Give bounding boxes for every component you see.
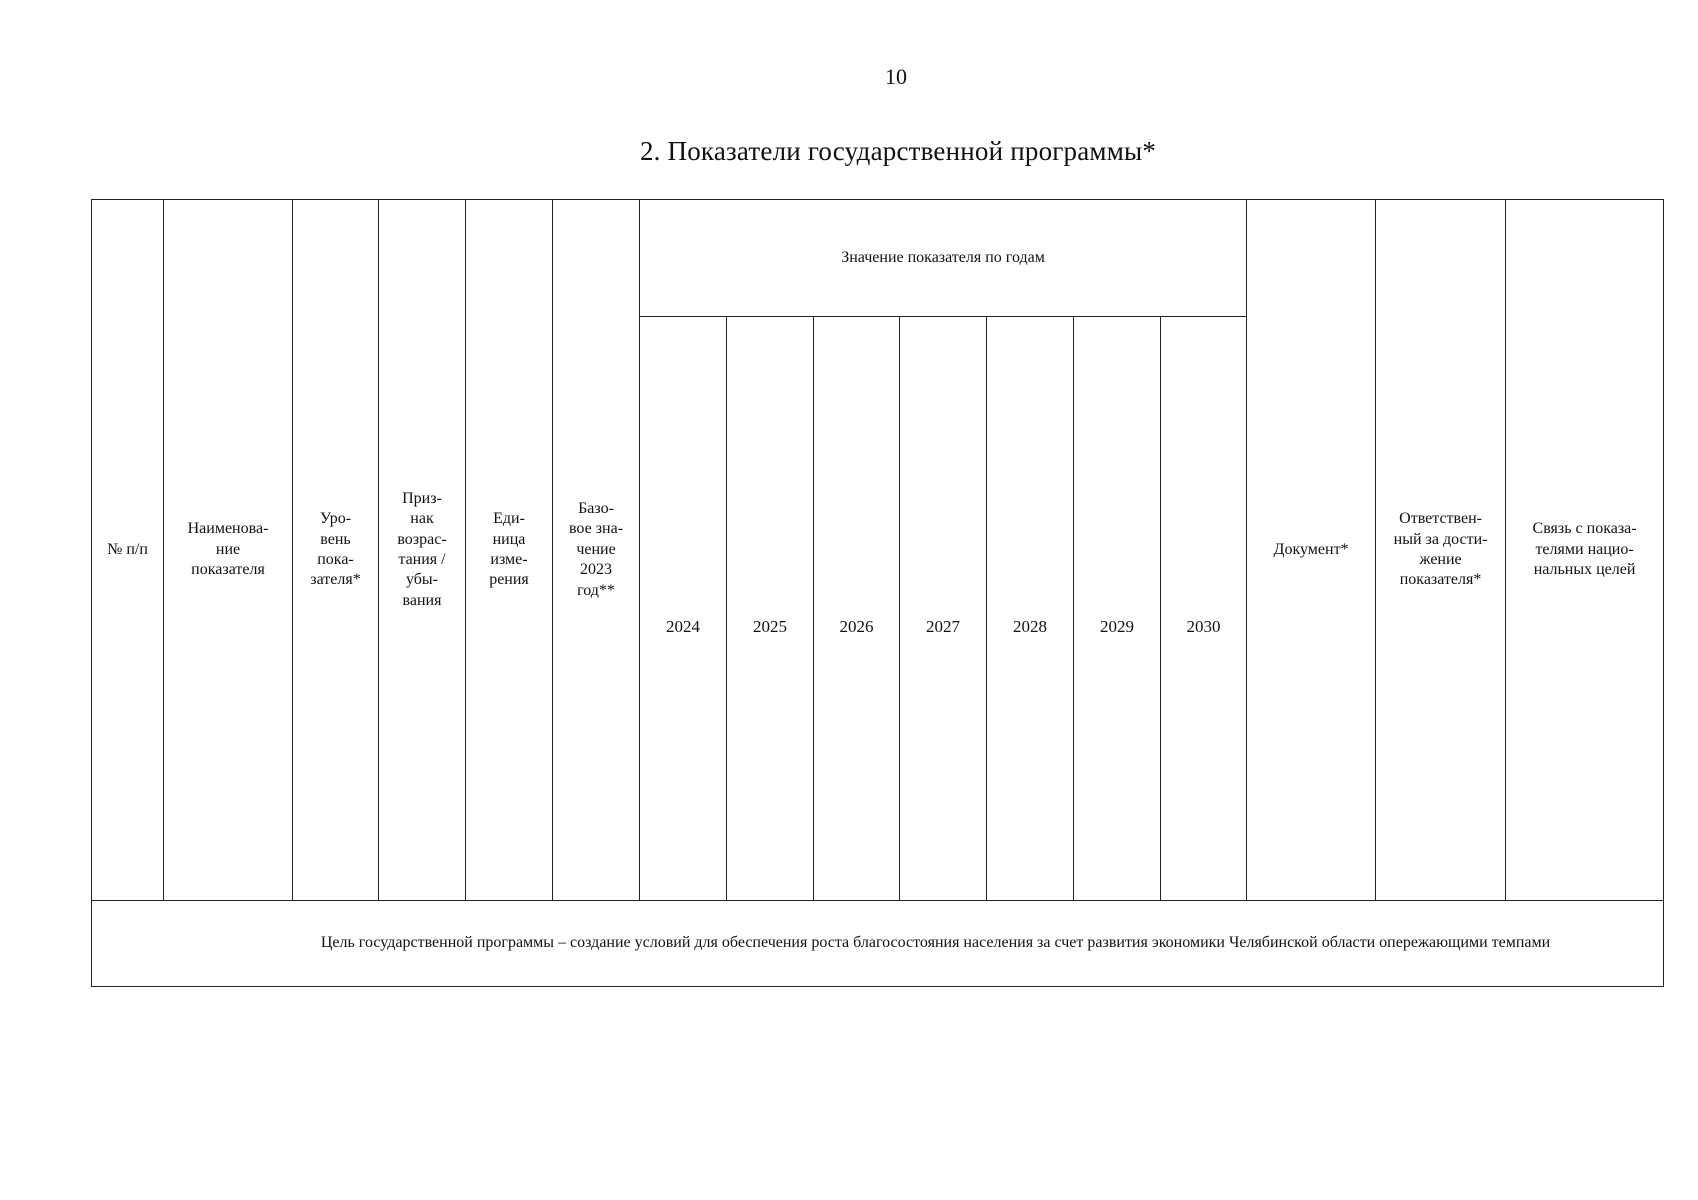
header-year-2030: 2030 (1161, 317, 1247, 901)
header-year-2025: 2025 (727, 317, 814, 901)
header-year-2026: 2026 (814, 317, 900, 901)
header-base-value: Базо- вое зна- чение 2023 год** (553, 200, 640, 901)
header-responsible: Ответствен- ный за дости- жение показателя* (1376, 200, 1506, 901)
program-goal: Цель государственной программы – создание условий для обеспечения роста благосостояния населения за счет развития экономики Челябинской области опережающими темпами (92, 901, 1664, 987)
header-unit: Еди- ница изме- рения (466, 200, 553, 901)
header-name: Наименова- ние показателя (164, 200, 293, 901)
header-national-goals-link: Связь с показа- телями нацио- нальных целей (1506, 200, 1664, 901)
header-values-by-year: Значение показателя по годам (640, 200, 1247, 317)
header-year-2029: 2029 (1074, 317, 1161, 901)
indicators-table (91, 199, 1664, 987)
header-num: № п/п (92, 200, 164, 901)
header-year-2024: 2024 (640, 317, 727, 901)
header-level: Уро- вень пока- зателя* (293, 200, 379, 901)
header-row-1 (92, 200, 1664, 317)
header-document: Документ* (1247, 200, 1376, 901)
section-title: 2. Показатели государственной программы* (639, 136, 1157, 166)
page-number: 10 (885, 64, 907, 89)
header-year-2027: 2027 (900, 317, 987, 901)
goal-row (92, 901, 1664, 987)
header-year-2028: 2028 (987, 317, 1074, 901)
header-sign: Приз- нак возрас- тания / убы- вания (379, 200, 466, 901)
